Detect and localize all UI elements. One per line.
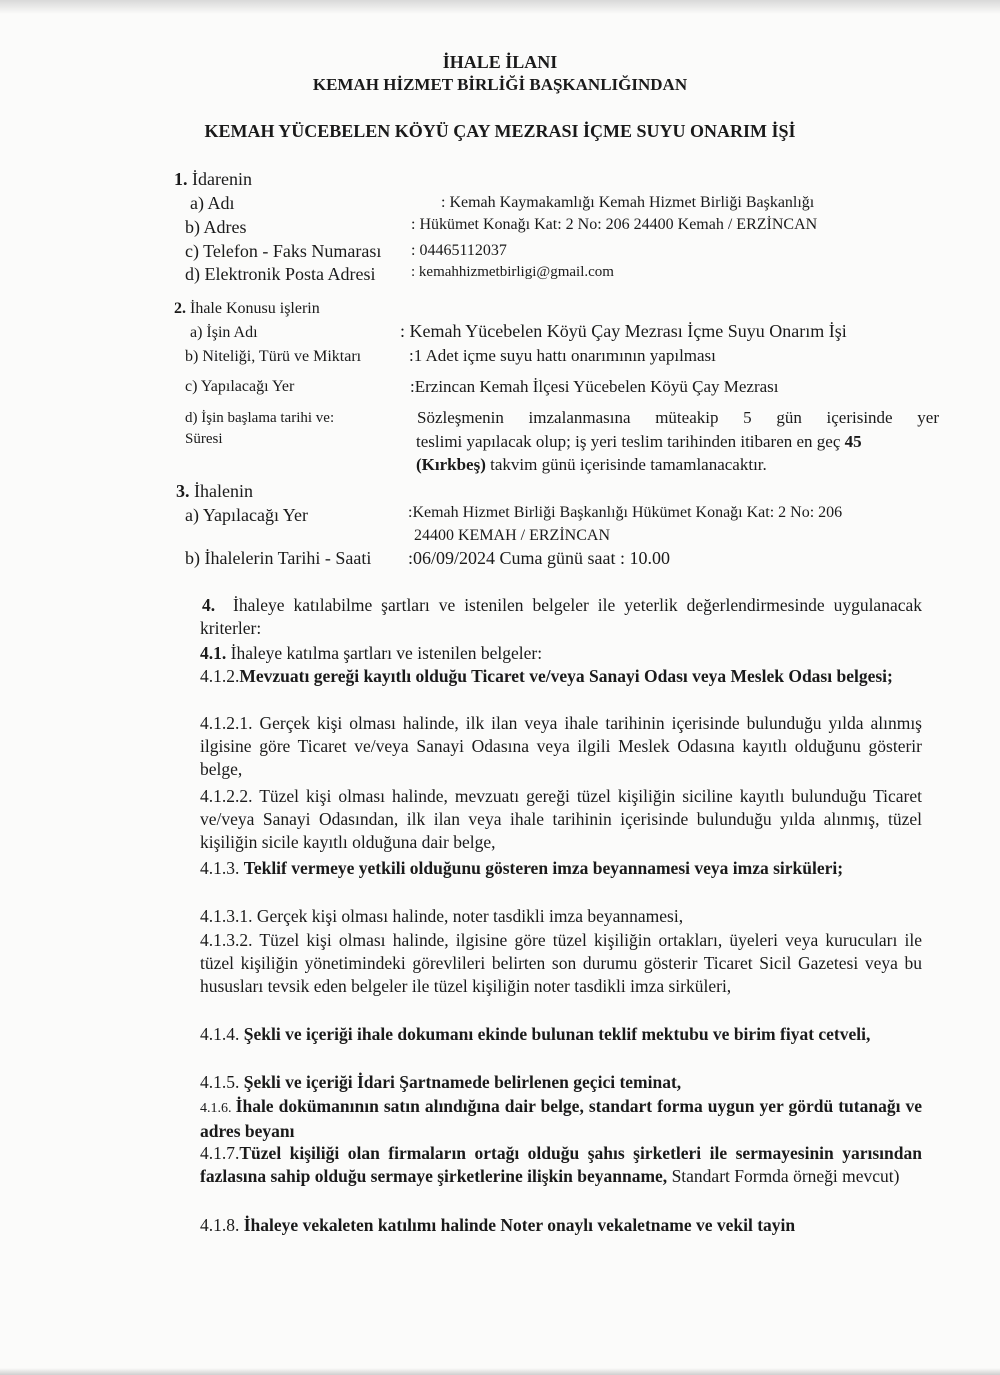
- s2-c-value: :Erzincan Kemah İlçesi Yücebelen Köyü Çay Mezrası: [410, 377, 779, 396]
- s4-1-8-text: İhaleye vekaleten katılımı halinde Noter onaylı vekaletname ve vekil tayin: [243, 1215, 796, 1235]
- s4-criteria-text: İhaleye katılabilme şartları ve istenilen belgeler ile yeterlik değerlendirmesinde uygulanacak kriterler:: [200, 595, 923, 638]
- s1-a-label: a) Adı: [190, 193, 235, 213]
- section-2-label: İhale Konusu işlerin: [190, 300, 320, 317]
- s4-1-5-text: Şekli ve içeriği İdari Şartnamede belirlenen geçici teminat,: [243, 1072, 682, 1092]
- s3-a-value-2: 24400 KEMAH / ERZİNCAN: [414, 527, 610, 544]
- s4-1-2-2-legal-entity: 4.1.2.2. Tüzel kişi olması halinde, mevzuatı gereği tüzel kişiliğin siciline kayıtlı bulunduğu Ticaret ve/veya Sanayi Odasından, ilk ilan veya ihale tarihinin içerisinde bulunduğu yılda alınmış, tüzel kişiliğin sicile kayıtlı olduğuna dair belge,: [200, 786, 922, 852]
- section-3-label: İhalenin: [194, 481, 253, 501]
- s2-d-line-2: [416, 432, 862, 452]
- s4-number: 4.: [202, 595, 216, 615]
- s4-1-text: İhaleye katılma şartları ve istenilen belgeler:: [230, 643, 543, 663]
- s1-d-label: d) Elektronik Posta Adresi: [185, 264, 376, 284]
- s2-d-label-2: Süresi: [185, 431, 223, 447]
- s4-1-5-guarantee: [200, 1071, 922, 1094]
- s4-1-3-signature: [200, 857, 922, 880]
- s1-d-value: : kemahhizmetbirligi@gmail.com: [411, 264, 614, 280]
- s1-a-value: : Kemah Kaymakamlığı Kemah Hizmet Birliği Başkanlığı: [441, 194, 815, 211]
- s2-a-label: a) İşin Adı: [190, 324, 258, 341]
- s4-1-7-tail: Standart Formda örneği mevcut): [667, 1166, 900, 1186]
- s4-1-2-text: Mevzuatı gereği kayıtlı olduğu Ticaret ve/veya Sanayi Odası veya Meslek Odası belgesi;: [239, 666, 893, 686]
- s2-d-line-3: [416, 455, 767, 475]
- s4-1-6-document-purchase: [200, 1095, 922, 1143]
- s4-1-5-number: 4.1.5.: [200, 1072, 244, 1092]
- s4-1-7-number: 4.1.7.: [200, 1143, 240, 1163]
- section-1-label: İdarenin: [192, 169, 252, 189]
- s2-c-label: c) Yapılacağı Yer: [185, 378, 295, 395]
- s3-a-label: a) Yapılacağı Yer: [185, 505, 308, 525]
- s4-1-conditions: [200, 642, 922, 665]
- section-2-number: 2.: [174, 300, 186, 317]
- s4-1-7-text: Tüzel kişiliği olan firmaların ortağı olduğu şahıs şirketleri ile sermayesinin yarısından fazlasına sahip olduğu sermaye şirketlerine ilişkin beyanname,: [200, 1143, 922, 1186]
- scan-edge-top: [0, 0, 1000, 14]
- s4-1-3-1-notarized: 4.1.3.1. Gerçek kişi olması halinde, noter tasdikli imza beyannamesi,: [200, 906, 684, 926]
- s4-1-2-number: 4.1.2.: [200, 666, 240, 686]
- s4-1-3-2-legal-entity: 4.1.3.2. Tüzel kişi olması halinde, ilgisine göre tüzel kişiliğin ortakları, üyeleri veya kurucuları ile tüzel kişiliğin yönetimindeki görevlileri belirten son durumu gösterir Ticaret Sicil Gazetesi veya bu hususları tevsik eden belgeler ile tüzel kişiliğin noter tasdikli imza sirküleri,: [200, 930, 922, 996]
- s4-1-6-number: 4.1.6.: [200, 1101, 236, 1116]
- s2-d-line-2-text: teslimi yapılacak olup; iş yeri teslim tarihinden itibaren en geç: [416, 432, 845, 451]
- s4-criteria: [200, 594, 922, 640]
- s4-1-3-text: Teklif vermeye yetkili olduğunu gösteren imza beyannamesi veya imza sirküleri;: [243, 858, 844, 878]
- s3-b-value: :06/09/2024 Cuma günü saat : 10.00: [408, 548, 670, 568]
- s4-1-2-chamber-doc: [200, 665, 922, 688]
- s3-b-label: b) İhalelerin Tarihi - Saati: [185, 548, 372, 568]
- s2-a-value: : Kemah Yücebelen Köyü Çay Mezrası İçme Suyu Onarım İşi: [400, 321, 847, 341]
- s1-b-value: : Hükümet Konağı Kat: 2 No: 206 24400 Kemah / ERZİNCAN: [411, 216, 818, 233]
- s4-1-8-number: 4.1.8.: [200, 1215, 244, 1235]
- s4-1-3-number: 4.1.3.: [200, 858, 244, 878]
- s2-d-line-3-text: takvim günü içerisinde tamamlanacaktır.: [485, 455, 767, 474]
- project-title: KEMAH YÜCEBELEN KÖYÜ ÇAY MEZRASI İÇME SUYU ONARIM İŞİ: [204, 121, 796, 141]
- s3-a-value-1: :Kemah Hizmet Birliği Başkanlığı Hükümet Konağı Kat: 2 No: 206: [408, 504, 843, 521]
- s4-1-6-text: İhale dokümanının satın alındığına dair belge, standart forma uygun yer gördü tutanağı ve adres beyanı: [200, 1096, 922, 1141]
- s4-1-8-proxy: [200, 1214, 922, 1237]
- section-3-heading: [176, 481, 253, 502]
- section-1-heading: [174, 169, 252, 190]
- s2-d-days: 45: [844, 432, 862, 451]
- s4-1-4-number: 4.1.4.: [200, 1024, 244, 1044]
- s1-b-label: b) Adres: [185, 217, 247, 237]
- s4-1-number: 4.1.: [200, 643, 227, 663]
- s1-c-value: : 04465112037: [411, 242, 507, 259]
- s2-d-days-words: (Kırkbeş): [416, 455, 486, 474]
- notice-title: İHALE İLANI: [442, 52, 558, 72]
- section-1-number: 1.: [174, 169, 188, 189]
- s2-d-label: d) İşin başlama tarihi ve:: [185, 410, 335, 426]
- s4-1-4-text: Şekli ve içeriği ihale dokumanı ekinde bulunan teklif mektubu ve birim fiyat cetveli,: [243, 1024, 871, 1044]
- s4-1-2-1-real-person: 4.1.2.1. Gerçek kişi olması halinde, ilk ilan veya ihale tarihinin içerisinde bulunduğu yılda alınmış ilgisine göre Ticaret ve/veya Sanayi Odasına veya ilgili Meslek Odasına kayıtlı olduğunu gösterir belge,: [200, 713, 922, 779]
- section-3-number: 3.: [176, 481, 190, 501]
- s4-1-7-partnership-declaration: [200, 1142, 922, 1188]
- s4-1-4-offer-letter: [200, 1023, 922, 1046]
- scan-edge-bottom: [0, 1368, 1000, 1375]
- s2-b-label: b) Niteliği, Türü ve Miktarı: [185, 348, 362, 365]
- s2-d-line-1: Sözleşmenin imzalanmasına müteakip 5 gün içerisinde yer: [417, 408, 939, 427]
- s2-b-value: :1 Adet içme suyu hattı onarımının yapılması: [409, 346, 716, 365]
- issuer-title: KEMAH HİZMET BİRLİĞİ BAŞKANLIĞINDAN: [312, 75, 688, 94]
- section-2-heading: [174, 300, 320, 318]
- s1-c-label: c) Telefon - Faks Numarası: [185, 241, 382, 261]
